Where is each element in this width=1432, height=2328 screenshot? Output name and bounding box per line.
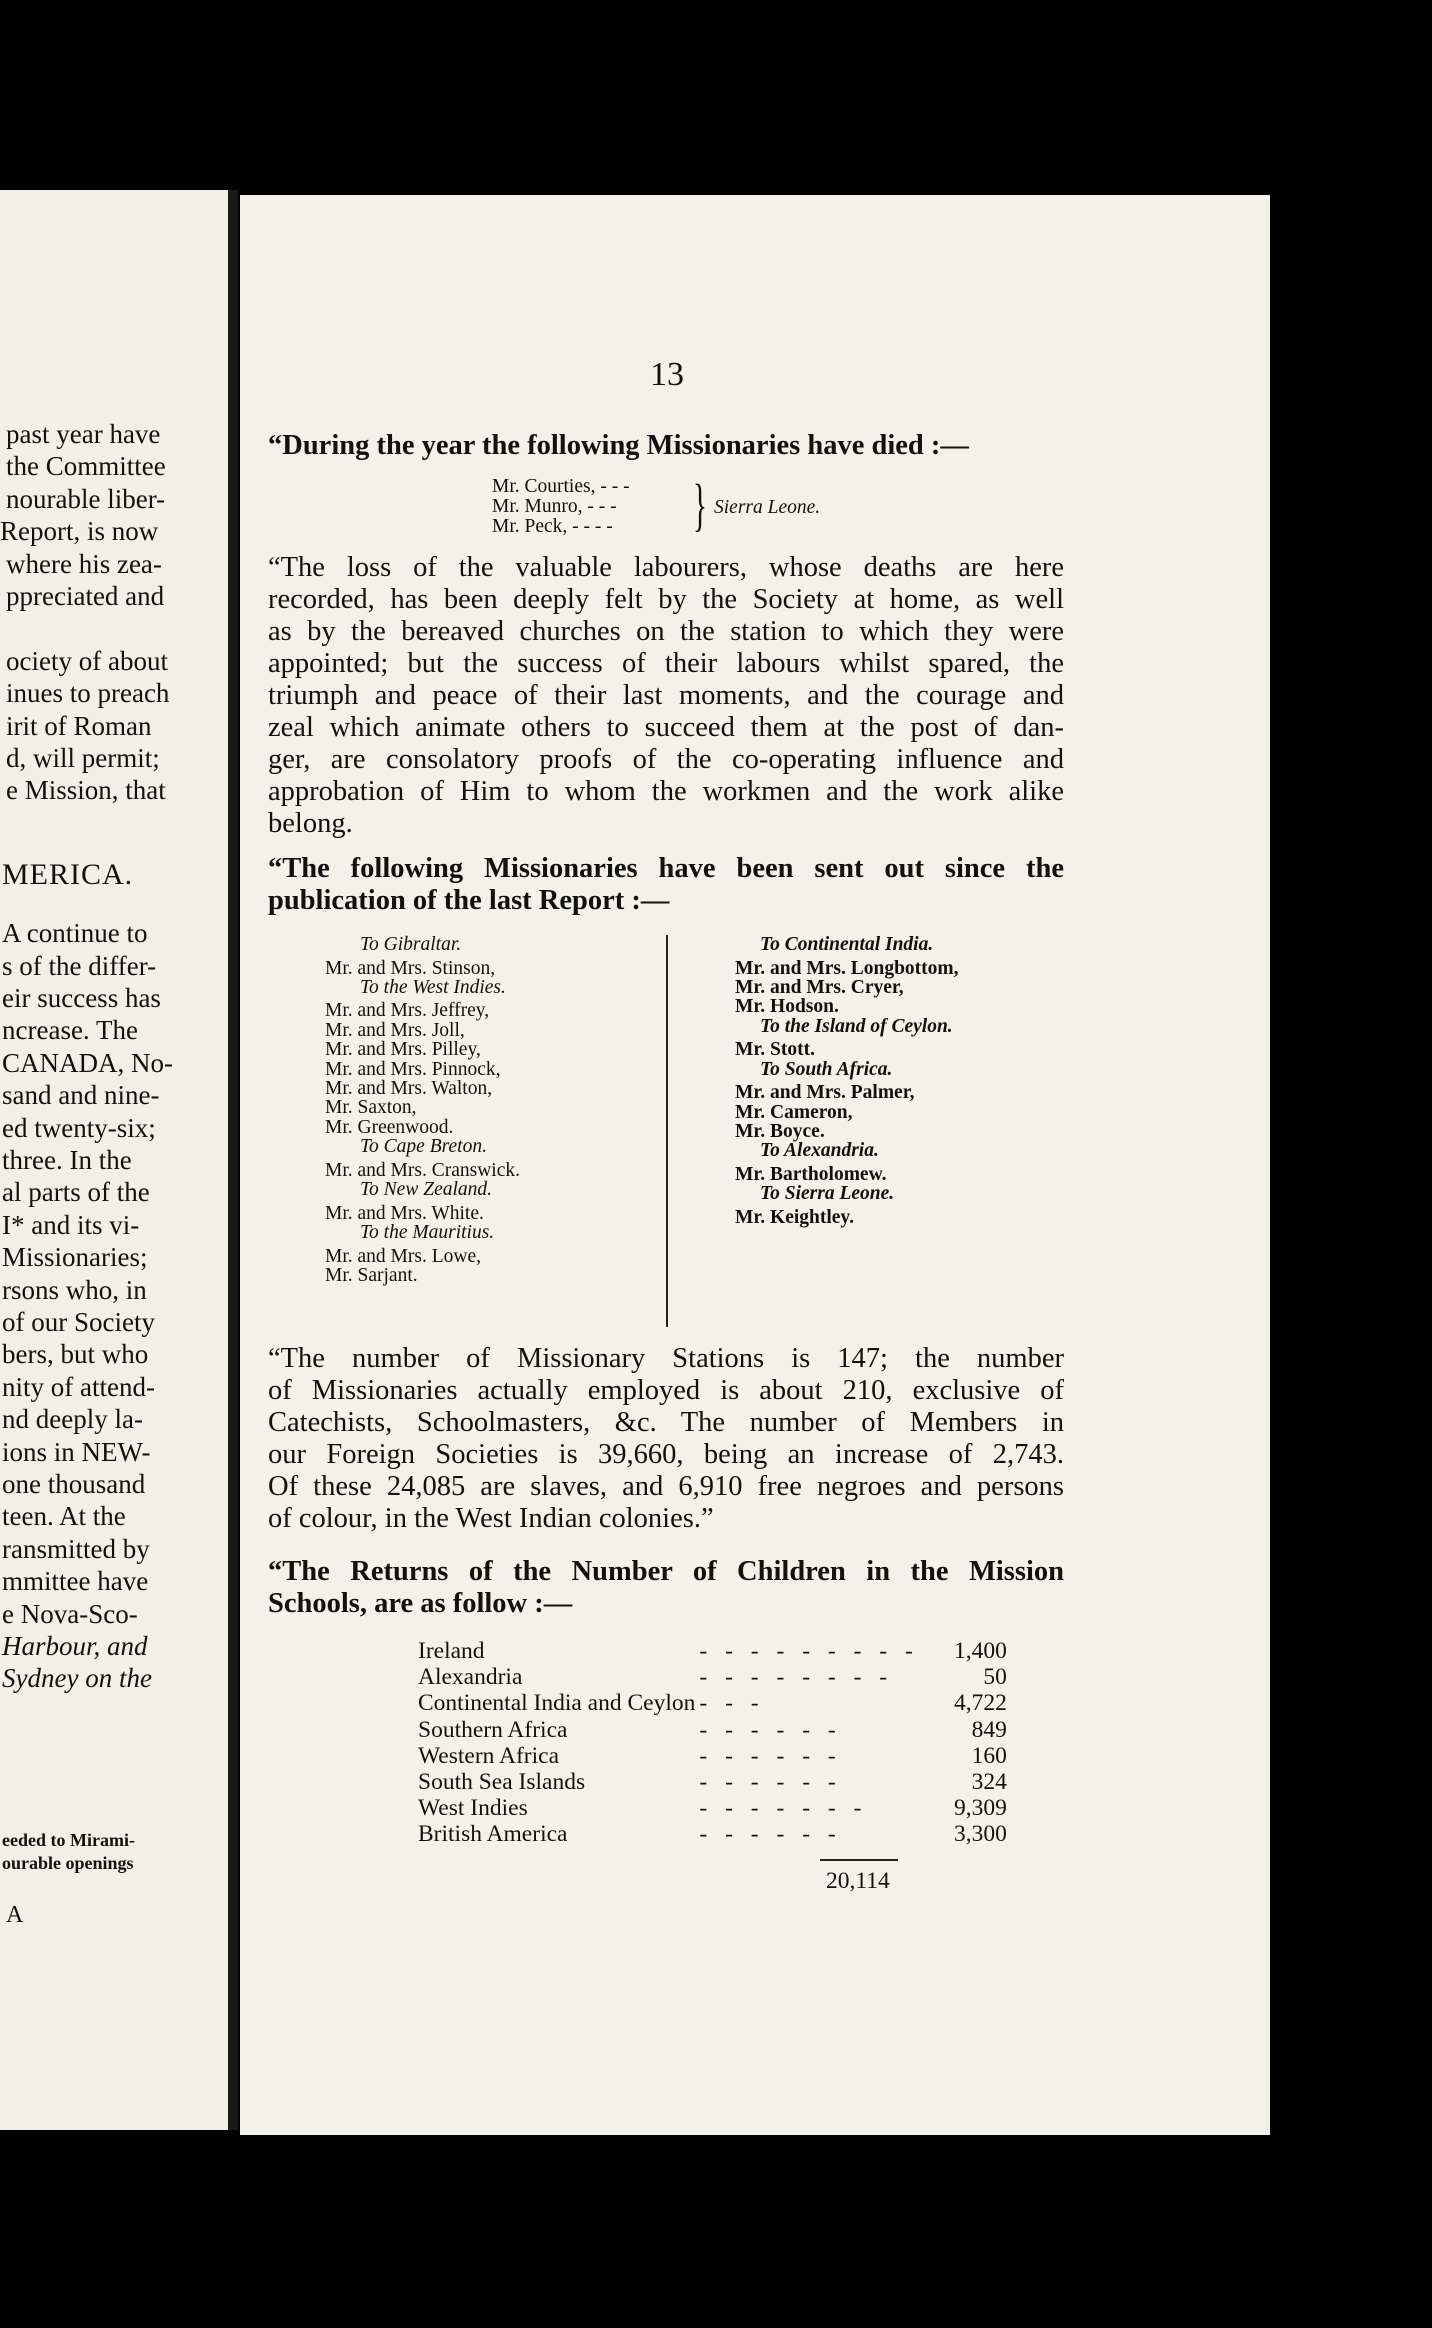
left-page-line: one thousand bbox=[2, 1469, 146, 1499]
left-page-line: ncrease. The bbox=[2, 1015, 138, 1046]
left-page-line: s of the differ- bbox=[2, 950, 157, 981]
returns-leader: - - - - - - - bbox=[699, 1795, 868, 1822]
died-intro bbox=[268, 430, 1064, 462]
left-page-line: e Nova-Sco- bbox=[2, 1598, 138, 1629]
loss-para-line: approbation of Him to whom the workmen and the work alike bbox=[268, 776, 1064, 807]
left-page-line: three. In the bbox=[2, 1145, 132, 1175]
left-page-line: of our Society bbox=[2, 1307, 155, 1337]
returns-place: Alexandria bbox=[418, 1664, 523, 1691]
loss-paragraph bbox=[268, 552, 1064, 840]
missionary-name: Mr. and Mrs. Stinson, bbox=[325, 957, 496, 979]
destination-heading: To the Mauritius. bbox=[360, 1222, 495, 1243]
returns-row bbox=[418, 1690, 1007, 1716]
returns-row bbox=[418, 1717, 1007, 1743]
left-page-line: MERICA. bbox=[2, 857, 134, 891]
missionary-name: Mr. and Mrs. Longbottom, bbox=[735, 957, 959, 979]
left-page-line: Sydney on the bbox=[2, 1663, 152, 1694]
destination-heading: To Alexandria. bbox=[760, 1140, 879, 1162]
returns-count: 160 bbox=[971, 1742, 1007, 1769]
returns-leader: - - - - - - bbox=[699, 1821, 842, 1848]
missionary-name: Mr. and Mrs. Cranswick. bbox=[325, 1159, 520, 1181]
returns-paragraph bbox=[268, 1556, 1064, 1620]
returns-count: 3,300 bbox=[953, 1821, 1007, 1848]
returns-leader: - - - - - - bbox=[699, 1769, 842, 1796]
missionary-name: Mr. Stott. bbox=[735, 1039, 815, 1061]
loss-para-line: zeal which animate others to succeed them at the post of dan- bbox=[268, 712, 1064, 743]
left-page-line: nourable liber- bbox=[6, 483, 166, 514]
left-page-line: A continue to bbox=[2, 918, 148, 949]
returns-row bbox=[418, 1795, 1007, 1821]
column-divider bbox=[666, 935, 668, 1327]
destination-heading: To Continental India. bbox=[760, 934, 934, 955]
left-page-line: e Mission, that bbox=[6, 775, 166, 806]
returns-row bbox=[418, 1638, 1007, 1664]
died-name: Mr. Peck, - - - - bbox=[492, 516, 613, 537]
left-page-line: d, will permit; bbox=[6, 743, 160, 773]
missionary-name: Mr. and Mrs. White. bbox=[325, 1202, 484, 1224]
destination-heading: To Gibraltar. bbox=[360, 934, 462, 955]
missionary-name: Mr. Saxton, bbox=[325, 1097, 417, 1119]
loss-para-line: triumph and peace of their last moments, and the courage and bbox=[268, 680, 1064, 711]
missionary-name: Mr. and Mrs. Joll, bbox=[325, 1019, 465, 1041]
returns-total: 20,114 bbox=[826, 1868, 890, 1894]
left-page-line: inues to preach bbox=[6, 678, 170, 709]
left-page-line: Report, is now bbox=[0, 516, 159, 547]
sent-para-line: “The following Missionaries have been sent out since the bbox=[268, 853, 1064, 884]
missionary-name: Mr. Hodson. bbox=[735, 996, 839, 1018]
returns-leader: - - - - - - bbox=[699, 1716, 842, 1743]
returns-place: Ireland bbox=[418, 1638, 485, 1664]
left-page-line: where his zea- bbox=[6, 548, 162, 579]
returns-row bbox=[418, 1769, 1007, 1795]
left-page-line: bers, but who bbox=[2, 1339, 149, 1370]
left-page-line: teen. At the bbox=[2, 1501, 126, 1532]
destination-heading: To Cape Breton. bbox=[360, 1136, 487, 1158]
left-page-line: ed twenty-six; bbox=[2, 1112, 156, 1143]
loss-para-line: appointed; but the success of their labours whilst spared, the bbox=[268, 648, 1064, 679]
brace: } bbox=[692, 472, 707, 537]
stations-paragraph bbox=[268, 1343, 1064, 1535]
left-page-line: rsons who, in bbox=[2, 1274, 147, 1305]
missionary-name: Mr. and Mrs. Pinnock, bbox=[325, 1058, 501, 1080]
left-page-line: ransmitted by bbox=[2, 1533, 150, 1564]
left-page-line: Harbour, and bbox=[2, 1631, 148, 1661]
left-page-line: sand and nine- bbox=[2, 1080, 160, 1111]
destination-heading: To the West Indies. bbox=[360, 976, 506, 998]
left-page-line: ppreciated and bbox=[6, 581, 165, 611]
left-page-line: I* and its vi- bbox=[2, 1209, 140, 1240]
stations-para-line: our Foreign Societies is 39,660, being an increase of 2,743. bbox=[268, 1439, 1064, 1470]
died-name: Mr. Courties, - - - bbox=[492, 476, 630, 497]
returns-count: 50 bbox=[983, 1664, 1007, 1691]
left-page-line: irit of Roman bbox=[6, 710, 152, 741]
left-page-line: mmittee have bbox=[2, 1566, 149, 1597]
missionary-name: Mr. and Mrs. Cryer, bbox=[735, 976, 904, 998]
returns-leader: - - - - - - bbox=[699, 1742, 842, 1769]
left-page-line: ions in NEW- bbox=[2, 1436, 151, 1467]
returns-place: British America bbox=[418, 1821, 568, 1848]
left-page-line: the Committee bbox=[6, 451, 166, 482]
returns-leader: - - - bbox=[699, 1690, 765, 1717]
destination-heading: To the Island of Ceylon. bbox=[760, 1015, 953, 1037]
page-gutter bbox=[228, 190, 238, 2130]
left-footnote-line: eeded to Mirami- bbox=[2, 1830, 135, 1850]
stations-para-line: “The number of Missionary Stations is 147; the number bbox=[268, 1343, 1064, 1374]
missionary-name: Mr. and Mrs. Jeffrey, bbox=[325, 1000, 490, 1022]
loss-para-line: as by the bereaved churches on the station to which they were bbox=[268, 616, 1064, 647]
died-intro-line: “During the year the following Missionaries have died :— bbox=[268, 430, 969, 461]
left-footnote-line: ourable openings bbox=[2, 1853, 134, 1873]
destination-heading: To South Africa. bbox=[760, 1058, 893, 1080]
missionary-name: Mr. Boyce. bbox=[735, 1120, 825, 1142]
left-page-line: eir success has bbox=[2, 983, 161, 1013]
left-page bbox=[0, 190, 232, 2130]
left-page-line: CANADA, No- bbox=[2, 1047, 173, 1078]
stations-para-line: of Missionaries actually employed is about 210, exclusive of bbox=[268, 1375, 1064, 1406]
missionary-name: Mr. and Mrs. Lowe, bbox=[325, 1245, 481, 1267]
destination-heading: To Sierra Leone. bbox=[760, 1183, 895, 1205]
sent-paragraph bbox=[268, 853, 1064, 917]
sum-rule bbox=[820, 1859, 898, 1861]
returns-count: 1,400 bbox=[953, 1638, 1007, 1664]
missionary-name: Mr. Bartholomew. bbox=[735, 1163, 887, 1185]
missionary-name: Mr. Keightley. bbox=[735, 1206, 854, 1228]
left-signature-mark: A bbox=[6, 1902, 24, 1928]
loss-para-line: belong. bbox=[268, 808, 353, 839]
sent-para-line: publication of the last Report :— bbox=[268, 885, 670, 916]
left-page-line: nd deeply la- bbox=[2, 1404, 143, 1435]
returns-para-line: “The Returns of the Number of Children in the Mission bbox=[268, 1556, 1064, 1587]
missionary-name: Mr. Greenwood. bbox=[325, 1116, 454, 1138]
left-page-line: nity of attend- bbox=[2, 1371, 155, 1402]
returns-leader: - - - - - - - - bbox=[699, 1664, 894, 1691]
missionary-name: Mr. and Mrs. Palmer, bbox=[735, 1082, 915, 1104]
returns-table bbox=[418, 1638, 1007, 1848]
missionary-name: Mr. and Mrs. Pilley, bbox=[325, 1039, 481, 1061]
returns-place: South Sea Islands bbox=[418, 1769, 586, 1796]
missionary-name: Mr. and Mrs. Walton, bbox=[325, 1078, 493, 1099]
stations-para-line: Catechists, Schoolmasters, &c. The number of Members in bbox=[268, 1407, 1064, 1438]
destination-heading: To New Zealand. bbox=[360, 1179, 493, 1201]
returns-para-line: Schools, are as follow :— bbox=[268, 1588, 573, 1619]
returns-place: Western Africa bbox=[418, 1742, 559, 1769]
stations-para-line: Of these 24,085 are slaves, and 6,910 free negroes and persons bbox=[268, 1471, 1064, 1502]
stations-para-line: of colour, in the West Indian colonies.” bbox=[268, 1503, 714, 1534]
returns-count: 9,309 bbox=[953, 1795, 1007, 1822]
left-page-line: Missionaries; bbox=[2, 1242, 148, 1273]
returns-row bbox=[418, 1743, 1007, 1769]
returns-leader: - - - - - - - - - bbox=[699, 1638, 919, 1664]
loss-para-line: recorded, has been deeply felt by the Society at home, as well bbox=[268, 584, 1064, 615]
missionary-name: Mr. Cameron, bbox=[735, 1101, 853, 1123]
returns-count: 4,722 bbox=[953, 1690, 1007, 1717]
missionary-name: Mr. Sarjant. bbox=[325, 1264, 418, 1286]
returns-row bbox=[418, 1664, 1007, 1690]
left-page-line: ociety of about bbox=[6, 645, 168, 676]
left-page-line: al parts of the bbox=[2, 1177, 150, 1208]
returns-place: West Indies bbox=[418, 1795, 528, 1822]
returns-row bbox=[418, 1821, 1007, 1847]
returns-place: Southern Africa bbox=[418, 1716, 568, 1743]
loss-para-line: “The loss of the valuable labourers, whose deaths are here bbox=[268, 552, 1064, 583]
left-page-line: past year have bbox=[6, 419, 161, 449]
loss-para-line: ger, are consolatory proofs of the co-operating influence and bbox=[268, 744, 1064, 775]
returns-count: 324 bbox=[971, 1769, 1007, 1796]
returns-place: Continental India and Ceylon bbox=[418, 1690, 696, 1717]
died-name: Mr. Munro, - - - bbox=[492, 496, 617, 517]
page-number: 13 bbox=[650, 356, 684, 393]
died-station: Sierra Leone. bbox=[714, 497, 821, 518]
returns-count: 849 bbox=[971, 1716, 1007, 1743]
